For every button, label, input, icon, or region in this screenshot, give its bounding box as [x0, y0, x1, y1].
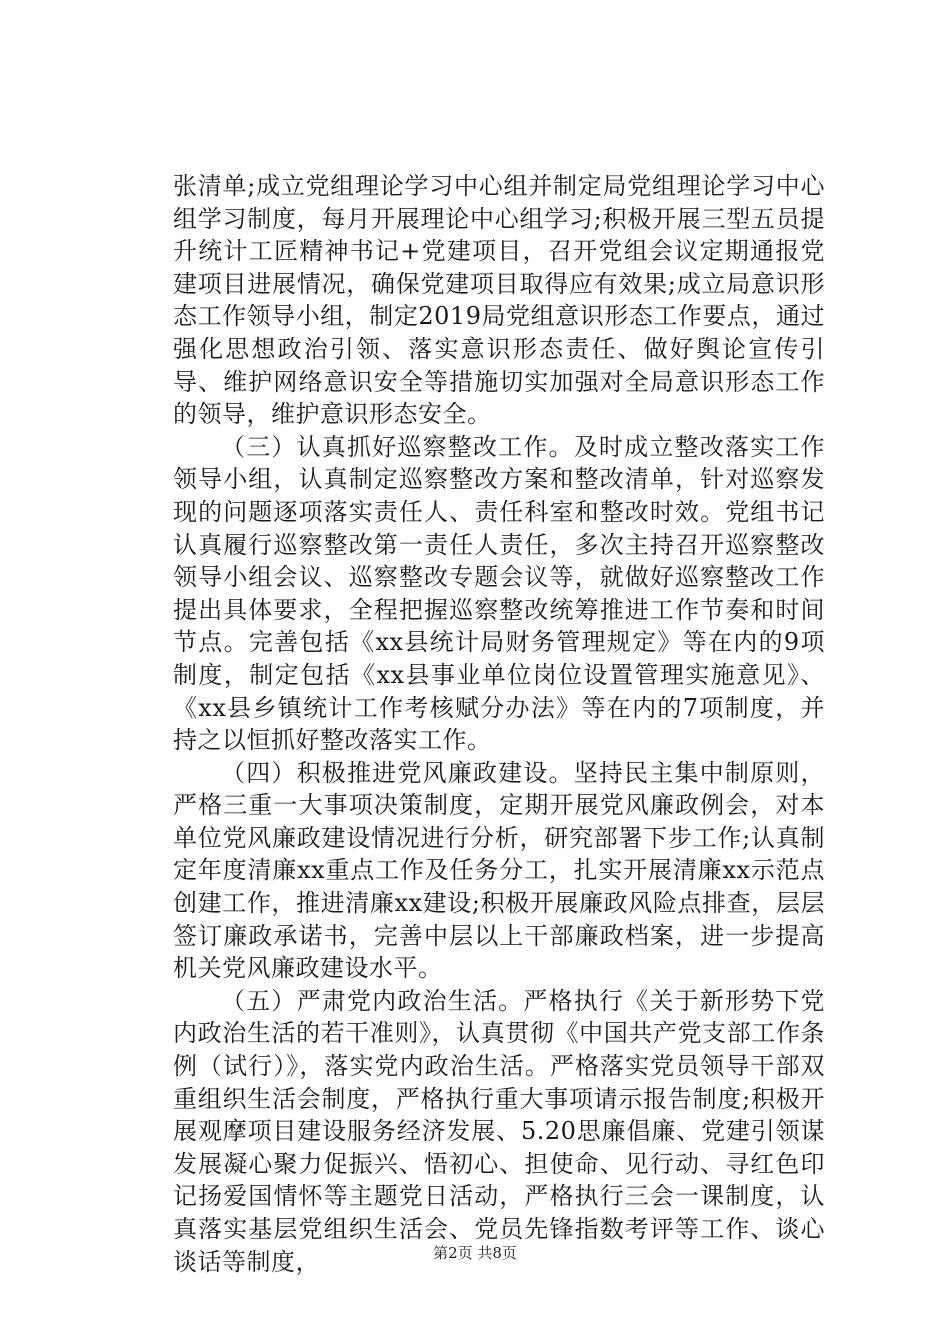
page-number-footer: 第2页 共8页 — [433, 1244, 517, 1262]
paragraph-continuation: 张清单;成立党组理论学习中心组并制定局党组理论学习中心组学习制度，每月开展理论中心组学习;积极开展三型五员提升统计工匠精神书记+党建项目，召开党组会议定期通报党建项目进展情况，确保党建项目取得应有效果;成立局意识形态工作领导小组，制定2019局党组意识形态工作要点，通过强化思想政治引领、落实意识形态责任、做好舆论宣传引导、维护网络意识安全等措施切实加强对全局意识形态工作的领导，维护意识形态安全。 — [173, 172, 825, 429]
paragraph-section-five: （五）严肃党内政治生活。严格执行《关于新形势下党内政治生活的若干准则》，认真贯彻《中国共产党支部工作条例（试行）》，落实党内政治生活。严格落实党员领导干部双重组织生活会制度，严格执行重大事项请示报告制度;积极开展观摩项目建设服务经济发展、5.20思廉倡廉、党建引领谋发展凝心聚力促振兴、悟初心、担使命、见行动、寻红色印记扬爱国情怀等主题党日活动，严格执行三会一课制度，认真落实基层党组织生活会、党员先锋指数考评等工作、谈心谈话等制度， — [173, 986, 825, 1276]
document-body — [173, 170, 825, 1278]
paragraph-section-three: （三）认真抓好巡察整改工作。及时成立整改落实工作领导小组，认真制定巡察整改方案和整改清单，针对巡察发现的问题逐项落实责任人、责任科室和整改时效。党组书记认真履行巡察整改第一责任人责任，多次主持召开巡察整改领导小组会议、巡察整改专题会议等，就做好巡察整改工作提出具体要求，全程把握巡察整改统筹推进工作节奏和时间节点。完善包括《xx县统计局财务管理规定》等在内的9项制度，制定包括《xx县事业单位岗位设置管理实施意见》、《xx县乡镇统计工作考核赋分办法》等在内的7项制度，并持之以恒抓好整改落实工作。 — [173, 432, 825, 755]
paragraph-section-four: （四）积极推进党风廉政建设。坚持民主集中制原则，严格三重一大事项决策制度，定期开展党风廉政例会，对本单位党风廉政建设情况进行分析，研究部署下步工作;认真制定年度清廉xx重点工作及任务分工，扎实开展清廉xx示范点创建工作，推进清廉xx建设;积极开展廉政风险点排查，层层签订廉政承诺书，完善中层以上干部廉政档案，进一步提高机关党风廉政建设水平。 — [173, 758, 825, 983]
